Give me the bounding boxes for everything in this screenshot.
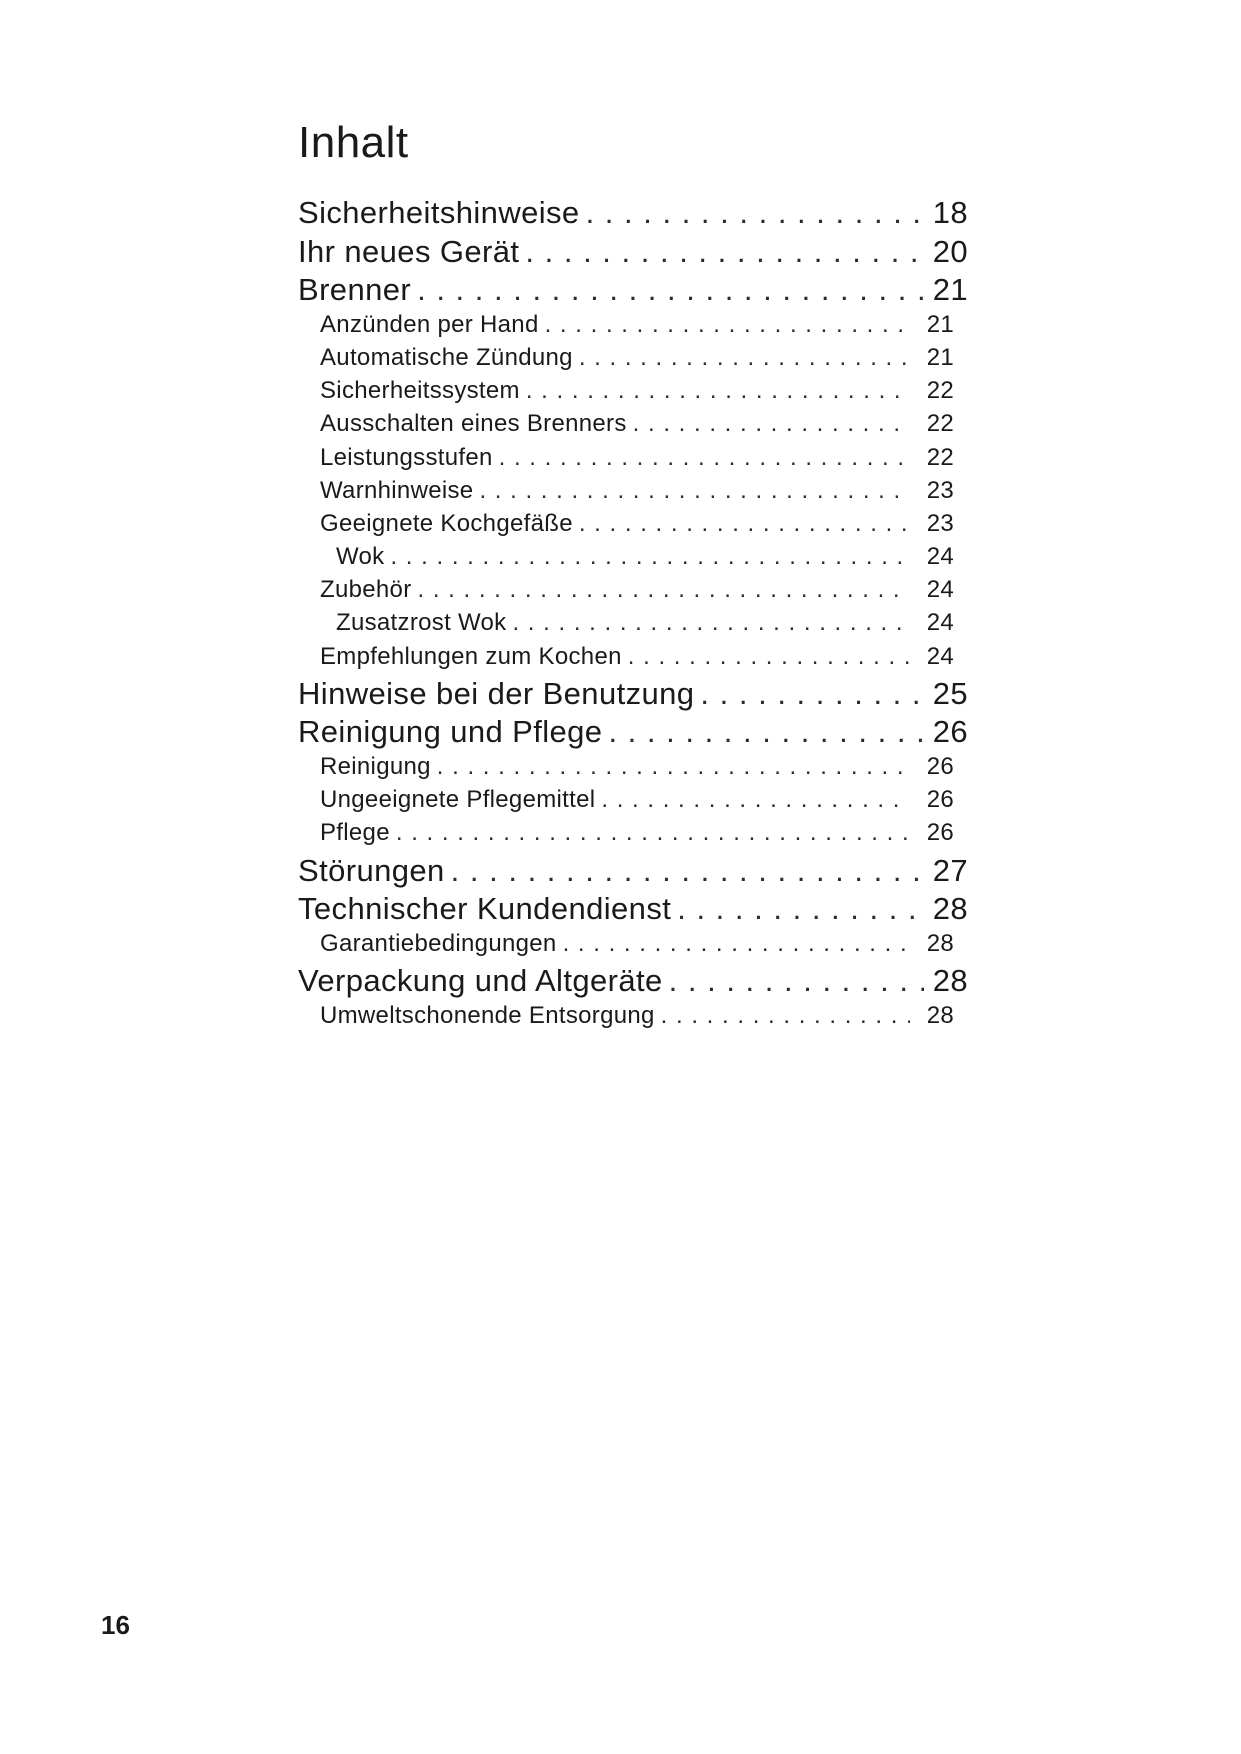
toc-entry-label: Ihr neues Gerät [298,233,520,269]
toc-entry[interactable] [298,1002,954,1035]
toc-entry-label: Ausschalten eines Brenners [320,410,627,438]
dot-leader [512,609,910,637]
toc-entry[interactable] [298,786,954,819]
toc-entry[interactable] [298,930,954,963]
toc-entry-page: 22 [926,377,954,405]
toc-entry[interactable] [298,891,968,930]
dot-leader [586,195,924,231]
toc-entry-page: 23 [926,476,954,504]
page-title: Inhalt [298,118,409,167]
toc-entry[interactable] [298,576,954,609]
dot-leader [545,311,910,339]
toc-entry-page: 18 [932,195,968,230]
toc-entry-label: Brenner [298,272,412,308]
toc-entry-label: Technischer Kundendienst [298,891,672,927]
dot-leader [579,510,910,538]
toc-entry-page: 21 [926,343,954,371]
toc-entry-page: 26 [932,714,968,750]
toc-entry-label: Warnhinweise [320,476,474,504]
toc-entry-label: Automatische Zündung [320,343,573,371]
dot-leader [700,676,924,712]
toc-entry[interactable] [298,272,968,311]
toc-entry-page: 26 [926,753,954,781]
toc-entry-label: Hinweise bei der Benutzung [298,675,695,711]
toc-entry[interactable] [298,543,954,576]
toc-entry-page: 21 [926,310,954,338]
table-of-contents [298,195,968,1035]
dot-leader [417,272,924,308]
dot-leader [677,891,924,927]
toc-entry-page: 24 [926,576,954,604]
toc-entry-page: 28 [926,1001,954,1029]
toc-entry-page: 28 [926,929,954,957]
dot-leader [601,786,910,814]
toc-entry-label: Zubehör [320,576,412,604]
dot-leader [661,1002,910,1030]
dot-leader [390,543,910,571]
toc-entry-page: 25 [932,675,968,711]
toc-entry[interactable] [298,609,954,642]
dot-leader [499,444,910,472]
toc-entry[interactable] [298,444,954,477]
toc-entry-page: 24 [926,609,954,637]
toc-entry[interactable] [298,410,954,443]
toc-entry[interactable] [298,344,954,377]
toc-entry-label: Garantiebedingungen [320,929,557,957]
page-number: 16 [101,1610,130,1640]
toc-entry-page: 27 [932,852,968,888]
toc-entry-label: Reinigung und Pflege [298,714,603,750]
toc-entry[interactable] [298,377,954,410]
dot-leader [669,963,924,999]
toc-entry-label: Störungen [298,852,445,888]
toc-entry-label: Geeignete Kochgefäße [320,509,573,537]
toc-entry[interactable] [298,676,968,715]
toc-entry-page: 20 [932,233,968,269]
toc-entry-page: 24 [926,543,954,571]
dot-leader [437,753,910,781]
toc-entry[interactable] [298,311,954,344]
toc-entry-label: Sicherheitshinweise [298,195,580,230]
toc-entry[interactable] [298,853,968,892]
toc-entry-page: 26 [926,786,954,814]
dot-leader [608,714,924,750]
dot-leader [451,853,924,889]
toc-entry-page: 23 [926,509,954,537]
toc-entry-label: Anzünden per Hand [320,310,539,338]
toc-entry[interactable] [298,643,954,676]
toc-entry-label: Ungeeignete Pflegemittel [320,786,596,814]
toc-entry[interactable] [298,510,954,543]
toc-entry-page: 21 [932,272,968,308]
toc-entry-label: Empfehlungen zum Kochen [320,642,622,670]
toc-entry-label: Verpackung und Altgeräte [298,962,663,998]
toc-entry[interactable] [298,819,954,852]
toc-entry[interactable] [298,195,968,234]
toc-entry-page: 22 [926,443,954,471]
toc-entry-label: Wok [336,543,385,571]
toc-entry[interactable] [298,714,968,753]
toc-entry-page: 28 [932,962,968,998]
toc-entry-label: Sicherheitssystem [320,377,520,405]
toc-entry-page: 22 [926,410,954,438]
toc-entry-label: Zusatzrost Wok [336,609,507,637]
toc-entry[interactable] [298,753,954,786]
dot-leader [479,477,910,505]
toc-entry-label: Umweltschonende Entsorgung [320,1001,655,1029]
dot-leader [418,576,911,604]
toc-entry[interactable] [298,963,968,1002]
dot-leader [526,377,910,405]
toc-entry-label: Reinigung [320,753,431,781]
dot-leader [525,234,924,270]
dot-leader [633,410,910,438]
toc-entry-label: Pflege [320,819,390,847]
dot-leader [628,643,910,671]
toc-entry-page: 24 [926,642,954,670]
toc-entry-label: Leistungsstufen [320,443,493,471]
toc-entry[interactable] [298,477,954,510]
dot-leader [396,819,910,847]
toc-entry[interactable] [298,234,968,273]
dot-leader [563,930,910,958]
dot-leader [579,344,910,372]
toc-entry-page: 26 [926,819,954,847]
toc-entry-page: 28 [932,891,968,927]
